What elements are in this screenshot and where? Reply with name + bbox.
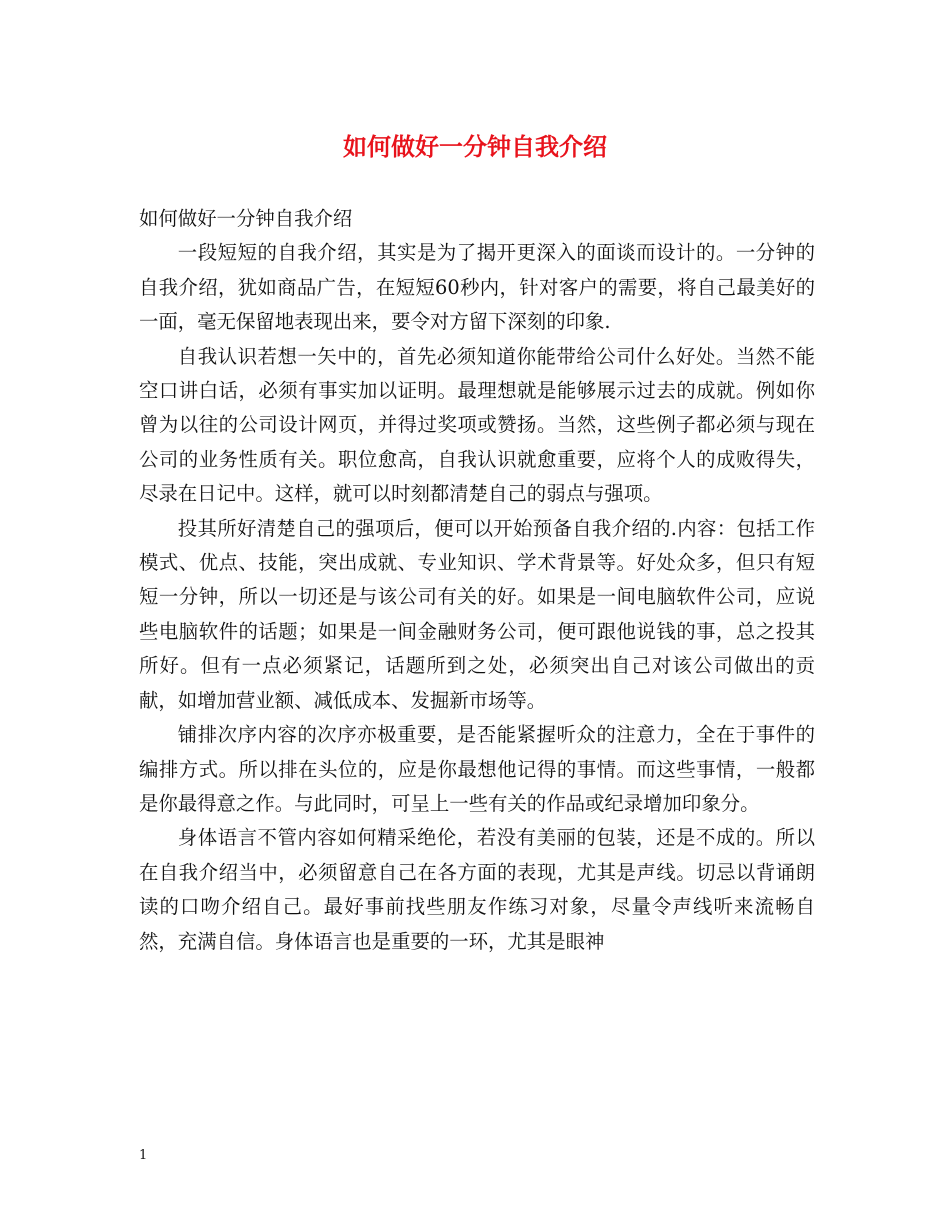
document-title: 如何做好一分钟自我介绍	[343, 132, 607, 161]
paragraph-self-knowledge: 自我认识若想一矢中的，首先必须知道你能带给公司什么好处。当然不能空口讲白话，必须有事实加以证明。最理想就是能够展示过去的成就。例如你曾为以往的公司设计网页，并得过奖项或赞扬。当然，这些例子都必须与现在公司的业务性质有关。职位愈高，自我认识就愈重要，应将个人的成败得失，尽录在日记中。这样，就可以时刻都清楚自己的弱点与强项。	[139, 344, 815, 506]
document-body	[139, 202, 815, 959]
paragraph-body-language: 身体语言不管内容如何精采绝伦，若没有美丽的包装，还是不成的。所以在自我介绍当中，必须留意自己在各方面的表现，尤其是声线。切忌以背诵朗读的口吻介绍自己。最好事前找些朋友作练习对象，尽量令声线听来流畅自然，充满自信。身体语言也是重要的一环，尤其是眼神	[139, 826, 815, 953]
paragraph-ordering: 铺排次序内容的次序亦极重要，是否能紧握听众的注意力，全在于事件的编排方式。所以排在头位的，应是你最想他记得的事情。而这些事情，一般都是你最得意之作。与此同时，可呈上一些有关的作品或纪录增加印象分。	[139, 723, 815, 815]
page-number: 1	[139, 1148, 148, 1163]
paragraph-tailoring: 投其所好清楚自己的强项后，便可以开始预备自我介绍的.内容：包括工作模式、优点、技能，突出成就、专业知识、学术背景等。好处众多，但只有短短一分钟，所以一切还是与该公司有关的好。如果是一间电脑软件公司，应说些电脑软件的话题；如果是一间金融财务公司，便可跟他说钱的事，总之投其所好。但有一点必须紧记，话题所到之处，必须突出自己对该公司做出的贡献，如增加营业额、减低成本、发掘新市场等。	[139, 516, 815, 712]
paragraph-intro: 一段短短的自我介绍，其实是为了揭开更深入的面谈而设计的。一分钟的自我介绍，犹如商品广告，在短短60秒内，针对客户的需要，将自己最美好的一面，毫无保留地表现出来，要令对方留下深刻的印象.	[139, 241, 815, 334]
document-subtitle: 如何做好一分钟自我介绍	[139, 207, 353, 230]
